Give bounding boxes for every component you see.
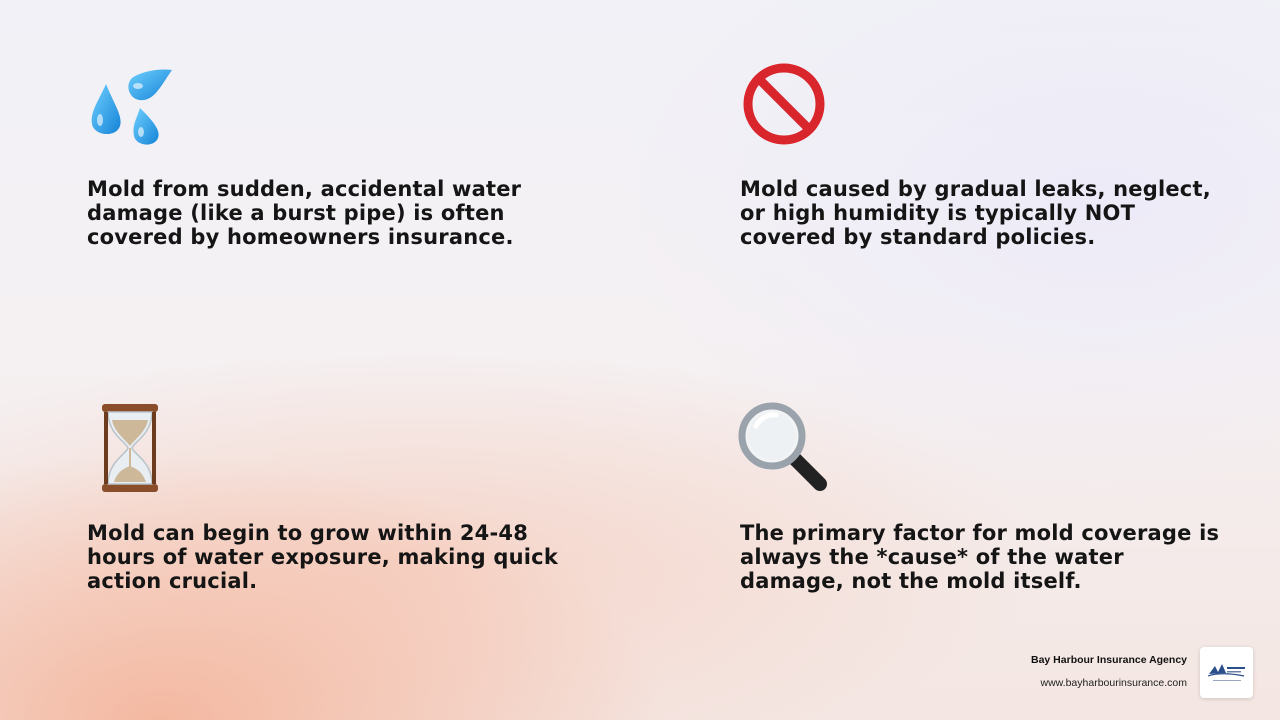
magnifying-glass-icon bbox=[738, 402, 832, 494]
prohibited-icon bbox=[742, 62, 826, 146]
hourglass-icon bbox=[98, 402, 162, 494]
agency-website[interactable]: www.bayharbourinsurance.com bbox=[1040, 677, 1187, 689]
agency-logo-icon bbox=[1200, 647, 1253, 698]
card-text: Mold caused by gradual leaks, neglect, or high humidity is typically NOT covered by standard policies. bbox=[740, 177, 1211, 249]
water-drops-icon bbox=[88, 66, 176, 150]
agency-logo bbox=[1200, 647, 1253, 698]
card-text: Mold from sudden, accidental water damage (like a burst pipe) is often covered by homeowners insurance. bbox=[87, 177, 522, 249]
card-text: The primary factor for mold coverage is always the *cause* of the water damage, not the mold itself. bbox=[740, 521, 1220, 593]
card-text: Mold can begin to grow within 24-48 hours of water exposure, making quick action crucial. bbox=[87, 521, 558, 593]
agency-name: Bay Harbour Insurance Agency bbox=[1031, 654, 1187, 666]
